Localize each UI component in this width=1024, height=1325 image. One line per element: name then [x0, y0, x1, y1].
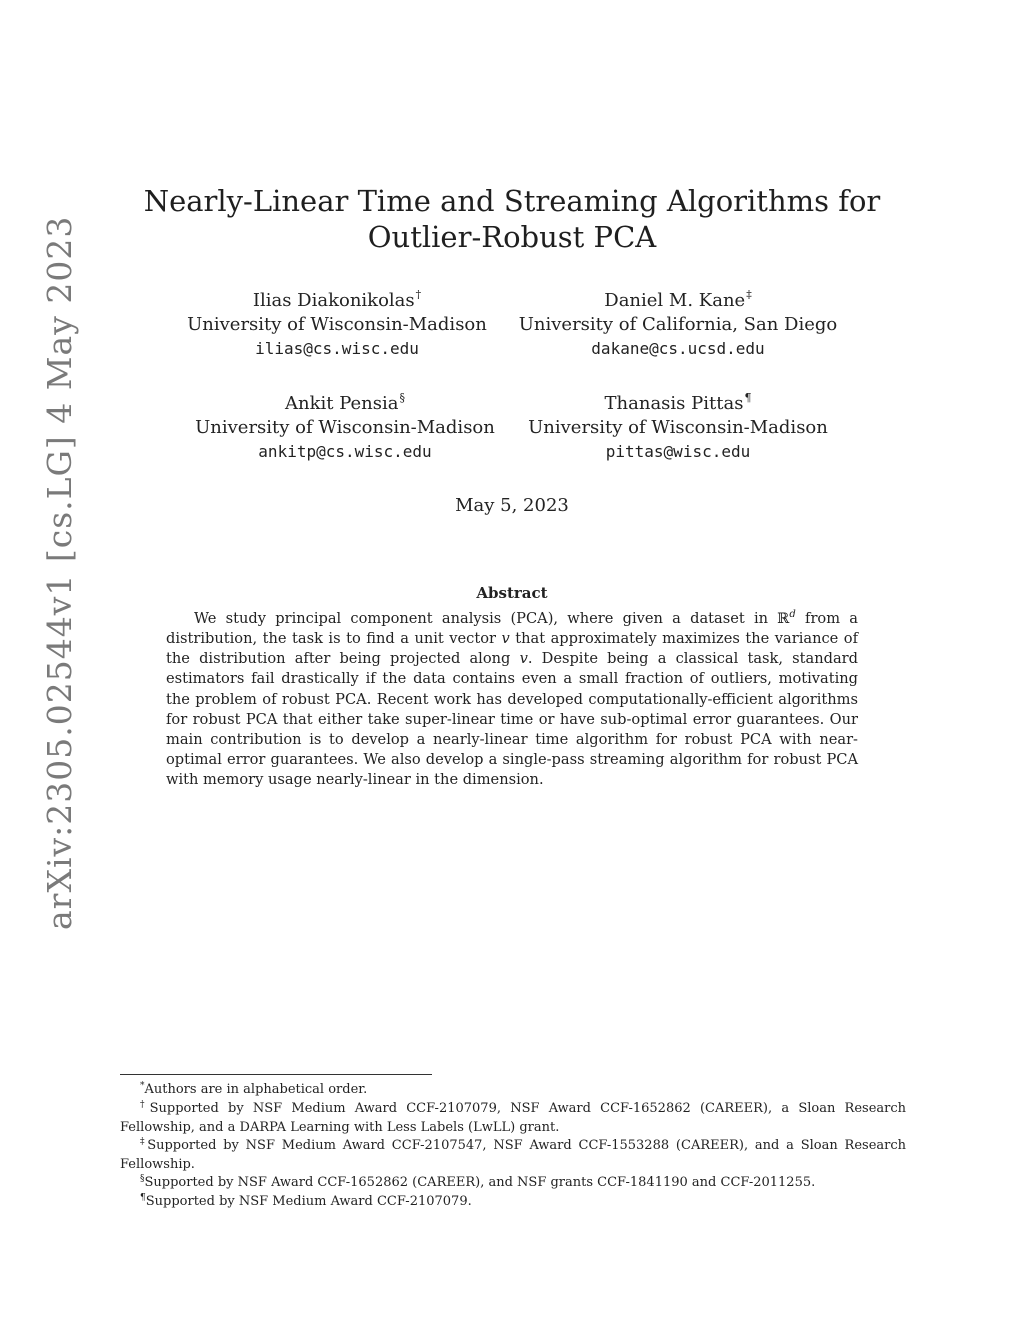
math-vector: v: [501, 630, 510, 648]
author-block: [498, 386, 858, 464]
author-name: Thanasis Pittas¶: [604, 391, 752, 414]
paper-title: [0, 183, 1024, 255]
math-dimension: d: [789, 609, 796, 620]
footnote-mark: *: [140, 1081, 145, 1091]
footnote: [120, 1096, 906, 1137]
author-footnote-mark: ¶: [744, 391, 752, 404]
paper-date: May 5, 2023: [455, 495, 569, 516]
math-vector: v: [519, 650, 528, 668]
author-affiliation: University of Wisconsin-Madison: [195, 417, 495, 438]
author-name: Daniel M. Kane‡: [604, 288, 752, 311]
author-block: [498, 283, 858, 361]
footnote-rule: [120, 1074, 432, 1075]
author-affiliation: University of Wisconsin-Madison: [528, 417, 828, 438]
arxiv-identifier: arXiv:2305.02544v1 [cs.LG] 4 May 2023: [40, 215, 79, 930]
abstract-heading: Abstract: [476, 584, 548, 602]
footnote-text: Supported by NSF Medium Award CCF-2107079, NSF Award CCF-1652862 (CAREER), a Sloan Research Fellowship, and a DARPA Learning with Less Labels (LwLL) grant.: [120, 1101, 907, 1135]
footnote-text: Supported by NSF Medium Award CCF-2107547, NSF Award CCF-1553288 (CAREER), and a Sloan Research Fellowship.: [120, 1138, 906, 1172]
author-footnote-mark: †: [415, 288, 422, 301]
author-block: [157, 283, 517, 361]
title-line-2: Outlier-Robust PCA: [367, 220, 657, 254]
author-email[interactable]: ilias@cs.wisc.edu: [255, 339, 419, 358]
footnote-mark: ¶: [140, 1193, 146, 1203]
author-email[interactable]: pittas@wisc.edu: [605, 442, 751, 461]
footnote: [120, 1133, 906, 1174]
author-email[interactable]: ankitp@cs.wisc.edu: [258, 442, 432, 461]
footnote-mark: ‡: [140, 1137, 148, 1147]
author-name: Ankit Pensia§: [285, 391, 405, 414]
abstract-text: We study principal component analysis (PCA), where given a dataset in ℝ$^d$ from a distribution, the task is to find a unit vector v that approximately maximizes the variance of the distribution after being projected along v. Despite being a classical task, standard estimators fail drastically if the data contains even a small fraction of outliers, motivating the problem of robust PCA. Recent work has developed computationally-efficient algorithms for robust PCA that either take super-linear time or have sub-optimal error guarantees. Our main contribution is to develop a nearly-linear time algorithm for robust PCA with near-optimal error guarantees. We also develop a single-pass streaming algorithm for robust PCA with memory usage nearly-linear in the dimension.: [166, 609, 859, 789]
footnote-text: Supported by NSF Medium Award CCF-2107079.: [145, 1194, 472, 1209]
math-reals: ℝ: [777, 609, 790, 627]
footnote: [120, 1189, 906, 1212]
footnote-text: Supported by NSF Award CCF-1652862 (CAREER), and NSF grants CCF-1841190 and CCF-2011255.: [144, 1175, 816, 1190]
author-footnote-mark: §: [399, 391, 405, 404]
author-footnote-mark: ‡: [746, 288, 752, 301]
author-email[interactable]: dakane@cs.ucsd.edu: [591, 339, 765, 358]
footnote-mark: †: [140, 1100, 150, 1110]
author-affiliation: University of California, San Diego: [518, 314, 838, 335]
author-affiliation: University of Wisconsin-Madison: [187, 314, 487, 335]
footnote-mark: §: [140, 1174, 145, 1184]
footnote-text: Authors are in alphabetical order.: [144, 1082, 368, 1097]
title-line-1: Nearly-Linear Time and Streaming Algorithms for: [143, 184, 881, 218]
author-name: Ilias Diakonikolas†: [252, 288, 422, 311]
author-block: [165, 386, 525, 464]
